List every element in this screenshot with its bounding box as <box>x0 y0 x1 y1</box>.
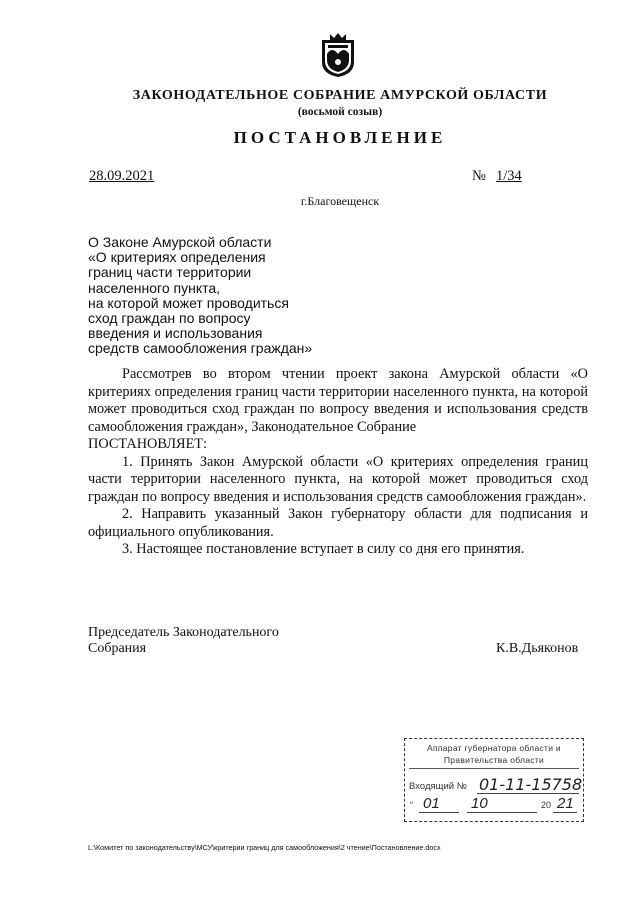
stamp-incoming-number: 01-11-15758 <box>479 775 583 794</box>
resolution-item: 1. Принять Закон Амурской области «О критериях определения границ части территории населенного пункта, на которой может проводиться сход граждан по вопросу введения и использования средств самообложения граждан». <box>88 453 588 505</box>
subject-line: населенного пункта, <box>88 279 221 296</box>
stamp-month: 10 <box>471 795 488 812</box>
convocation: (восьмой созыв) <box>297 106 383 118</box>
stamp-year-prefix: 20 <box>541 800 552 810</box>
stamp-number-underline <box>477 793 579 794</box>
signatory-title-line: Председатель Законодательного <box>88 625 279 640</box>
resolves-heading: ПОСТАНОВЛЯЕТ: <box>88 436 208 452</box>
subject-line: на которой может проводиться <box>88 294 289 311</box>
subject-line: введения и использования <box>88 325 263 342</box>
city: г.Благовещенск <box>300 194 380 208</box>
subject-line: О Законе Амурской области <box>88 234 272 250</box>
resolution-item: 3. Настоящее постановление вступает в силу со дня его принятия. <box>122 541 525 557</box>
stamp-day: 01 <box>423 795 440 812</box>
stamp-year-suffix: 21 <box>557 795 574 812</box>
document-number: 1/34 <box>496 168 522 184</box>
stamp-office-line: Аппарат губернатора области и <box>427 743 561 753</box>
signatory-title <box>88 625 328 656</box>
subject-line: «О критериях определения <box>88 249 266 266</box>
stamp-year-underline <box>553 812 577 813</box>
subject-block <box>88 235 348 357</box>
signatory-name: К.В.Дьяконов <box>496 641 579 656</box>
document-type-title: ПОСТАНОВЛЕНИЕ <box>233 128 447 147</box>
resolution-item: 2. Направить указанный Закон губернатору области для подписания и официального опубликования. <box>88 506 588 540</box>
number-label: № <box>472 168 486 184</box>
stamp-incoming-label: Входящий № <box>409 781 467 792</box>
signatory-title-line: Собрания <box>88 640 147 656</box>
stamp-month-underline <box>467 812 537 813</box>
preamble-paragraph: Рассмотрев во втором чтении проект закона Амурской области «О критериях определения границ части территории населенного пункта, на которой может проводиться сход граждан по вопросу введения и использования средств самообложения граждан», Законодательное Собрание <box>88 366 588 435</box>
stamp-office-line: Правительства области <box>443 755 545 765</box>
stamp-day-underline <box>419 812 459 813</box>
coat-of-arms-emblem <box>318 32 358 78</box>
incoming-registration-stamp <box>404 738 584 822</box>
subject-line: средств самообложения граждан» <box>88 340 313 357</box>
document-date: 28.09.2021 <box>89 168 155 184</box>
organization-name: ЗАКОНОДАТЕЛЬНОЕ СОБРАНИЕ АМУРСКОЙ ОБЛАСТИ <box>132 88 548 103</box>
stamp-divider <box>409 768 579 769</box>
subject-line: сход граждан по вопросу <box>88 310 251 327</box>
file-path-footer: L:\Комитет по законодательству\МСУ\критерии границ для самообложения\2 чтение\Постановление.docx <box>88 843 441 852</box>
stamp-day-quote: “ <box>410 800 413 810</box>
subject-line: границ части территории <box>88 264 252 281</box>
resolution-body <box>88 366 588 559</box>
